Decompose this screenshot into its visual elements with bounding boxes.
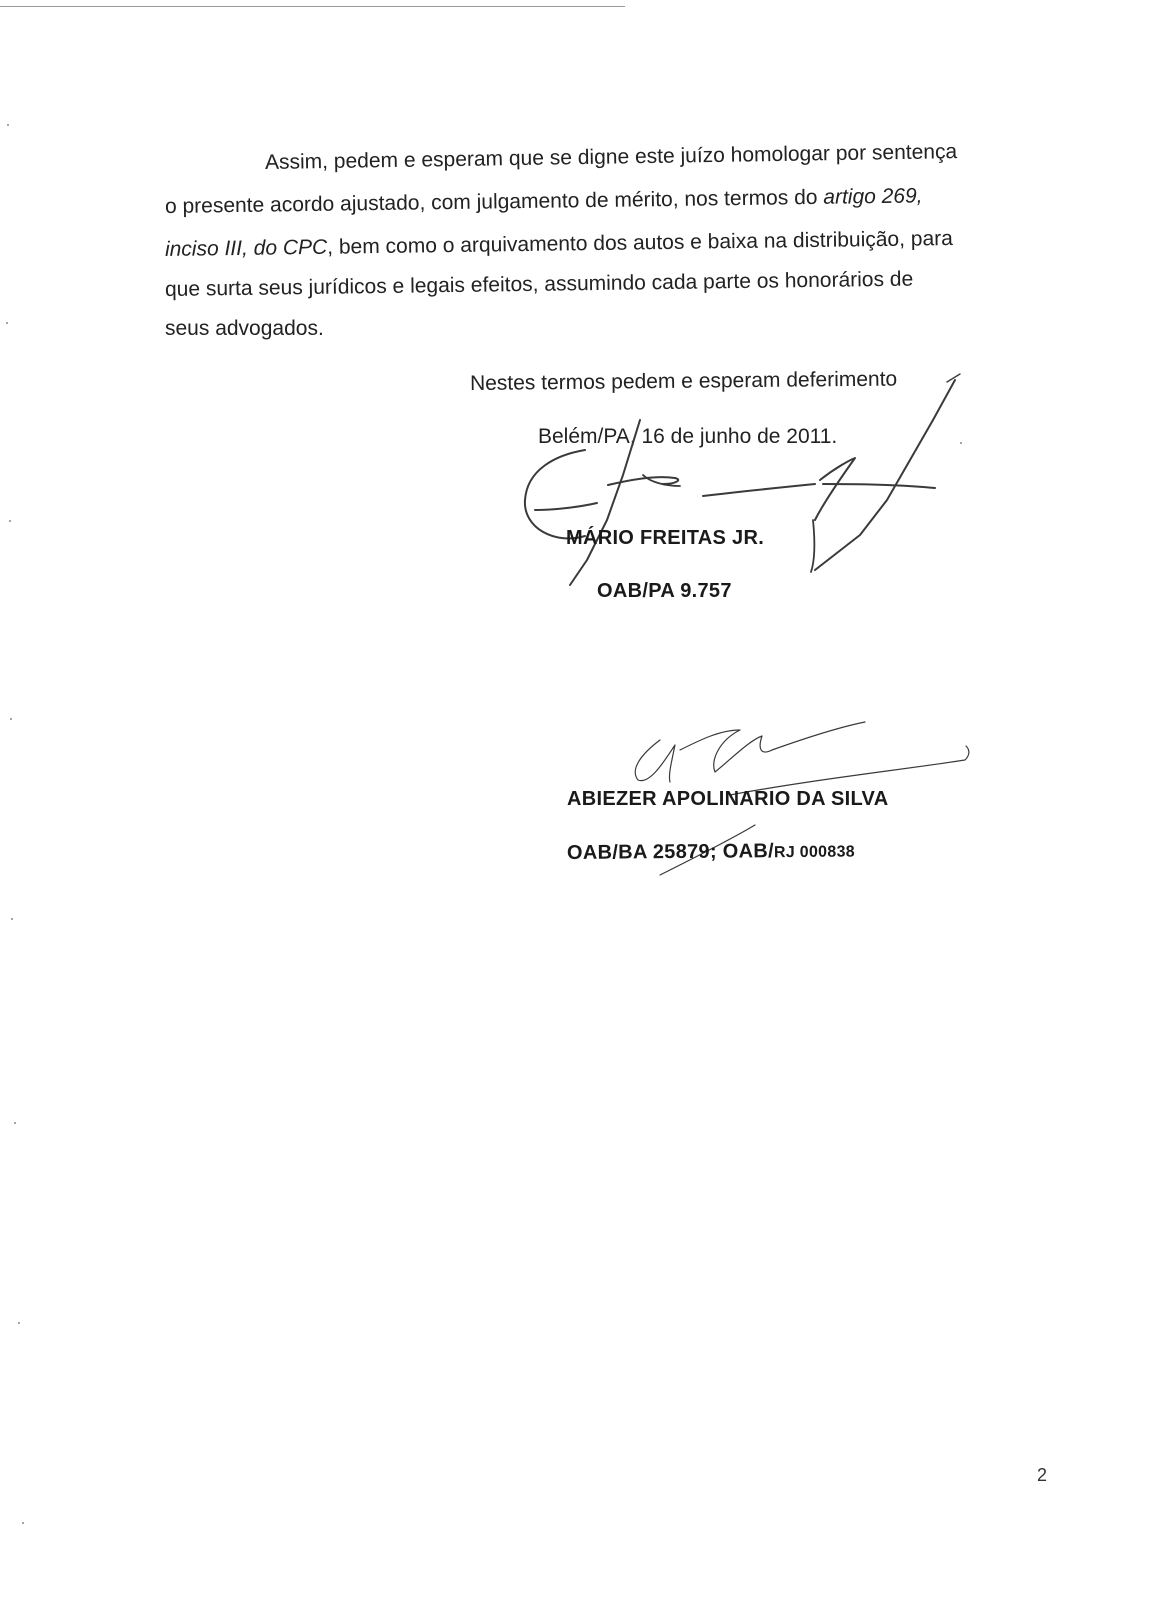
signatory-1-oab: OAB/PA 9.757 <box>597 580 732 602</box>
paragraph-line-1: Assim, pedem e esperam que se digne este juízo homologar por sentença <box>264 140 958 174</box>
cpc-reference: inciso III, do CPC <box>164 235 328 261</box>
paragraph-line-2 <box>165 182 1025 220</box>
scan-speck <box>7 124 9 126</box>
scan-speck <box>10 718 12 720</box>
oab-registrations: OAB/BA 25879; OAB/ <box>566 840 775 864</box>
scan-speck <box>22 1522 24 1524</box>
paragraph-line-3-text: , bem como o arquivamento dos autos e baixa na distribuição, para <box>327 226 954 259</box>
scan-edge-line <box>0 6 625 7</box>
signatory-2-oab <box>567 839 855 865</box>
article-reference: artigo 269, <box>823 184 923 209</box>
scan-speck <box>9 520 11 522</box>
paragraph-line-4: que surta seus jurídicos e legais efeitos, assumindo cada parte os honorários de <box>164 267 914 301</box>
paragraph-line-3 <box>165 225 1025 263</box>
signatory-2-name: ABIEZER APOLINARIO DA SILVA <box>567 788 889 810</box>
scan-speck <box>14 1122 16 1124</box>
signature-mario-freitas <box>515 360 965 600</box>
signatory-1-name: MÁRIO FREITAS JR. <box>566 527 765 549</box>
paragraph-line-5: seus advogados. <box>165 317 324 340</box>
scan-speck <box>6 322 8 324</box>
place-and-date: Belém/PA, 16 de junho de 2011. <box>538 425 838 448</box>
scan-speck <box>11 918 13 920</box>
oab-rj-registration: RJ 000838 <box>773 843 856 862</box>
page-number: 2 <box>1037 1465 1048 1485</box>
scan-speck <box>18 1322 20 1324</box>
closing-request: Nestes termos pedem e esperam deferimento <box>469 367 898 395</box>
paragraph-line-2-text: o presente acordo ajustado, com julgamento de mérito, nos termos do <box>164 185 824 218</box>
